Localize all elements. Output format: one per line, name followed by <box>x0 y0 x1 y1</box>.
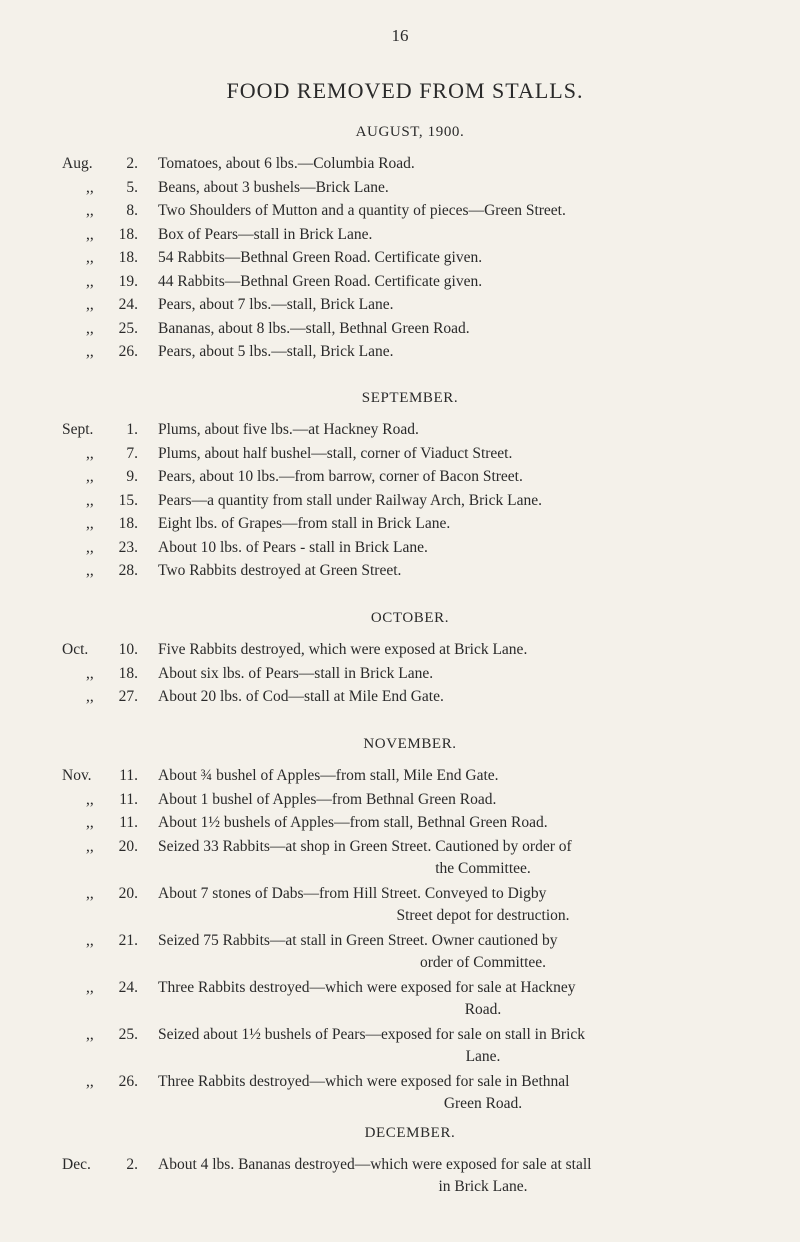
entry-text: Beans, about 3 bushels—Brick Lane. <box>158 179 389 196</box>
entry-text-continued: Road. <box>464 1001 502 1018</box>
entry-text-continued: order of Committee. <box>419 954 547 971</box>
entry-day: 20. <box>118 885 138 902</box>
entry-day: 9. <box>126 468 138 485</box>
entry-text: About 20 lbs. of Cod—stall at Mile End Gate. <box>158 688 444 705</box>
entry-text: Tomatoes, about 6 lbs.—Columbia Road. <box>158 155 415 172</box>
entry-text: Plums, about half bushel—stall, corner of Viaduct Street. <box>158 445 513 462</box>
entry-month: ,, <box>86 665 94 682</box>
entry-day: 1. <box>126 421 138 438</box>
entry-text: Pears—a quantity from stall under Railway Arch, Brick Lane. <box>158 492 542 509</box>
entry-day: 18. <box>118 249 138 266</box>
entry-month: ,, <box>86 1026 94 1043</box>
entry-day: 24. <box>118 296 138 313</box>
entry-day: 11. <box>119 767 138 784</box>
entry-month: ,, <box>86 791 94 808</box>
entry-day: 27. <box>118 688 138 705</box>
entry-day: 5. <box>126 179 138 196</box>
entry-day: 10. <box>118 641 138 658</box>
entry-month: Sept. <box>62 421 94 438</box>
entry-day: 18. <box>118 515 138 532</box>
entry-day: 25. <box>118 320 138 337</box>
entry-text: Seized 33 Rabbits—at shop in Green Street. Cautioned by order of <box>158 838 572 855</box>
entry-month: ,, <box>86 320 94 337</box>
entry-month: ,, <box>86 249 94 266</box>
entry-text: Pears, about 10 lbs.—from barrow, corner of Bacon Street. <box>158 468 523 485</box>
entry-text: Pears, about 5 lbs.—stall, Brick Lane. <box>158 343 394 360</box>
entry-day: 15. <box>118 492 138 509</box>
page-number: 16 <box>391 26 409 45</box>
entry-month: ,, <box>86 179 94 196</box>
entry-day: 21. <box>118 932 138 949</box>
entry-month: ,, <box>86 885 94 902</box>
entry-month: ,, <box>86 562 94 579</box>
entry-month: ,, <box>86 932 94 949</box>
entry-month: Dec. <box>62 1156 91 1173</box>
entry-text: Two Shoulders of Mutton and a quantity of pieces—Green Street. <box>158 202 566 219</box>
entry-text-continued: the Committee. <box>435 860 531 877</box>
entry-day: 26. <box>118 1073 138 1090</box>
entry-month: ,, <box>86 979 94 996</box>
entry-day: 25. <box>118 1026 138 1043</box>
entry-text: Box of Pears—stall in Brick Lane. <box>158 226 373 243</box>
entry-text: About ¾ bushel of Apples—from stall, Mile End Gate. <box>158 767 499 784</box>
entry-month: ,, <box>86 539 94 556</box>
entry-text: 44 Rabbits—Bethnal Green Road. Certificate given. <box>158 273 483 290</box>
entry-month: ,, <box>86 515 94 532</box>
entry-month: ,, <box>86 1073 94 1090</box>
entry-text: About 7 stones of Dabs—from Hill Street. Conveyed to Digby <box>158 885 547 902</box>
entry-day: 18. <box>118 226 138 243</box>
entry-month: ,, <box>86 202 94 219</box>
entry-month: Nov. <box>62 767 92 784</box>
entry-text: Five Rabbits destroyed, which were exposed at Brick Lane. <box>158 641 528 658</box>
entry-month: ,, <box>86 468 94 485</box>
entry-text: Three Rabbits destroyed—which were exposed for sale at Hackney <box>158 979 576 996</box>
entry-text: Plums, about five lbs.—at Hackney Road. <box>158 421 419 438</box>
entry-day: 2. <box>126 155 138 172</box>
month-heading-september: SEPTEMBER. <box>361 390 459 406</box>
entry-text: 54 Rabbits—Bethnal Green Road. Certificate given. <box>158 249 483 266</box>
entry-text: About 1 bushel of Apples—from Bethnal Green Road. <box>158 791 497 808</box>
entry-month: ,, <box>86 688 94 705</box>
entry-day: 19. <box>118 273 138 290</box>
entry-day: 7. <box>126 445 138 462</box>
month-heading-november: NOVEMBER. <box>363 736 457 752</box>
entry-day: 24. <box>118 979 138 996</box>
month-heading-december: DECEMBER. <box>364 1125 456 1141</box>
month-heading-august: AUGUST, 1900. <box>355 124 465 140</box>
month-heading-october: OCTOBER. <box>370 610 450 626</box>
entry-month: ,, <box>86 838 94 855</box>
entry-month: ,, <box>86 814 94 831</box>
entry-text: Two Rabbits destroyed at Green Street. <box>158 562 402 579</box>
entry-day: 11. <box>119 814 138 831</box>
entry-text: About 4 lbs. Bananas destroyed—which were exposed for sale at stall <box>158 1156 592 1173</box>
entry-text: Seized 75 Rabbits—at stall in Green Street. Owner cautioned by <box>158 932 558 949</box>
entry-month: Aug. <box>62 155 93 172</box>
entry-text: Bananas, about 8 lbs.—stall, Bethnal Green Road. <box>158 320 470 337</box>
entry-day: 8. <box>126 202 138 219</box>
entry-text: Eight lbs. of Grapes—from stall in Brick Lane. <box>158 515 451 532</box>
entry-text-continued: Lane. <box>465 1048 501 1065</box>
entry-day: 28. <box>118 562 138 579</box>
entry-month: ,, <box>86 226 94 243</box>
entry-month: ,, <box>86 492 94 509</box>
page-title: FOOD REMOVED FROM STALLS. <box>226 78 584 103</box>
entry-month: ,, <box>86 445 94 462</box>
entry-day: 18. <box>118 665 138 682</box>
entry-text-continued: in Brick Lane. <box>438 1178 528 1195</box>
entry-month: ,, <box>86 273 94 290</box>
entry-month: Oct. <box>62 641 89 658</box>
entry-day: 20. <box>118 838 138 855</box>
entry-day: 26. <box>118 343 138 360</box>
entry-text: About six lbs. of Pears—stall in Brick Lane. <box>158 665 434 682</box>
entry-text: About 10 lbs. of Pears - stall in Brick Lane. <box>158 539 428 556</box>
entry-text-continued: Green Road. <box>443 1095 523 1112</box>
entry-text-continued: Street depot for destruction. <box>396 907 570 924</box>
entry-text: Seized about 1½ bushels of Pears—exposed for sale on stall in Brick <box>158 1026 586 1043</box>
entry-month: ,, <box>86 343 94 360</box>
entry-text: Three Rabbits destroyed—which were exposed for sale in Bethnal <box>158 1073 570 1090</box>
entry-text: About 1½ bushels of Apples—from stall, Bethnal Green Road. <box>158 814 548 831</box>
entry-month: ,, <box>86 296 94 313</box>
entry-day: 11. <box>119 791 138 808</box>
entry-day: 23. <box>118 539 138 556</box>
entry-day: 2. <box>126 1156 138 1173</box>
entry-text: Pears, about 7 lbs.—stall, Brick Lane. <box>158 296 394 313</box>
